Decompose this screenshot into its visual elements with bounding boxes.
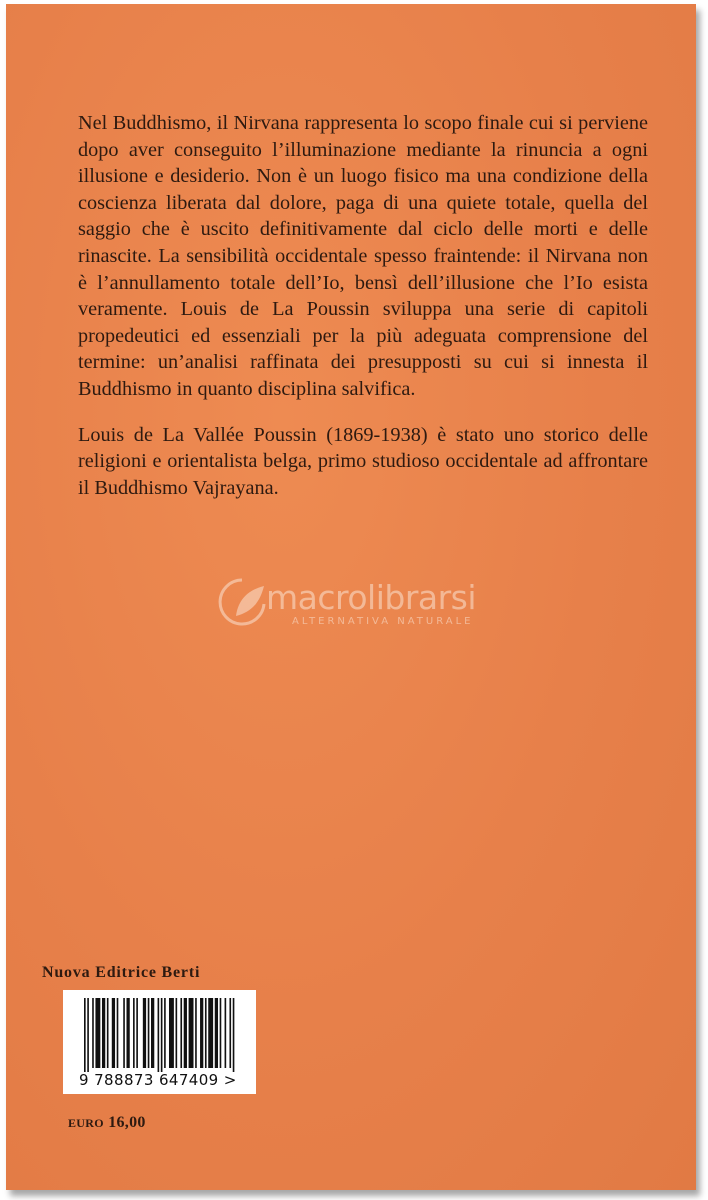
barcode-bar	[126, 998, 129, 1068]
barcode-bar	[151, 998, 154, 1068]
barcode-bar	[208, 998, 213, 1068]
price	[68, 1114, 146, 1132]
barcode-bar	[169, 998, 174, 1068]
barcode-bar	[112, 998, 115, 1068]
publisher-name: Nuova Editrice Berti	[42, 964, 201, 981]
barcode-bar	[233, 998, 235, 1072]
barcode-bar	[117, 998, 119, 1068]
barcode-bar	[133, 998, 135, 1068]
barcode-bar	[180, 998, 182, 1068]
barcode-bar	[205, 998, 207, 1068]
watermark	[212, 574, 512, 634]
barcode-bar	[84, 998, 86, 1072]
barcode-bar	[143, 998, 146, 1068]
barcode-bars	[84, 998, 236, 1076]
barcode-bar	[189, 998, 194, 1068]
price-amount: 16,00	[108, 1114, 146, 1131]
back-cover	[6, 4, 696, 1190]
blurb	[78, 110, 648, 501]
barcode-bar	[102, 998, 105, 1068]
barcode-bar	[184, 998, 187, 1068]
blurb-paragraph-description: Nel Buddhismo, il Nirvana rappresenta lo scopo finale cui si perviene dopo aver conseguito l’illuminazione mediante la rinuncia a ogni illusione e desiderio. Non è un luogo fisico ma una condizione della coscienza liberata dal dolore, paga di una quiete totale, quella del saggio che è uscito definitivamente dal ciclo delle morti e delle rinascite. La sensibilità occidentale spesso fraintende: il Nirvana non è l’annullamento totale dell’Io, bensì dell’illusione che l’Io esista veramente. Louis de La Poussin sviluppa una serie di capitoli propedeutici ed essenziali per la più adeguata comprensione del termine: un’analisi raffinata dei presupposti su cui si innesta il Buddhismo in quanto disciplina salvifica.	[78, 112, 648, 400]
watermark-tagline: ALTERNATIVA NATURALE	[292, 616, 474, 627]
barcode-bar	[225, 998, 227, 1068]
barcode-bar	[200, 998, 203, 1068]
barcode-bar	[136, 998, 138, 1068]
barcode-bar	[123, 998, 125, 1068]
price-currency: EURO	[68, 1116, 104, 1130]
barcode-bar	[195, 998, 197, 1068]
barcode-bar	[176, 998, 178, 1068]
barcode-bar	[164, 998, 166, 1068]
barcode-bar	[161, 998, 163, 1072]
barcode-digits: 9 788873 647409 >	[79, 1071, 237, 1089]
barcode-bar	[87, 998, 89, 1072]
watermark-name: macrolibrarsi	[266, 578, 477, 617]
barcode-bar	[158, 998, 160, 1072]
barcode-bar	[148, 998, 150, 1068]
blurb-paragraph-author-bio: Louis de La Vallée Poussin (1869-1938) è stato uno storico delle religioni e orientalista belga, primo studioso occidentale ad affrontare il Buddhismo Vajrayana.	[78, 423, 648, 499]
barcode-bar	[95, 998, 100, 1068]
barcode	[63, 990, 256, 1094]
barcode-bar	[229, 998, 231, 1068]
barcode-bar	[92, 998, 94, 1068]
leaf-logo-icon	[212, 574, 272, 628]
barcode-bar	[215, 998, 218, 1068]
barcode-bar	[107, 998, 109, 1068]
barcode-bar	[220, 998, 222, 1068]
